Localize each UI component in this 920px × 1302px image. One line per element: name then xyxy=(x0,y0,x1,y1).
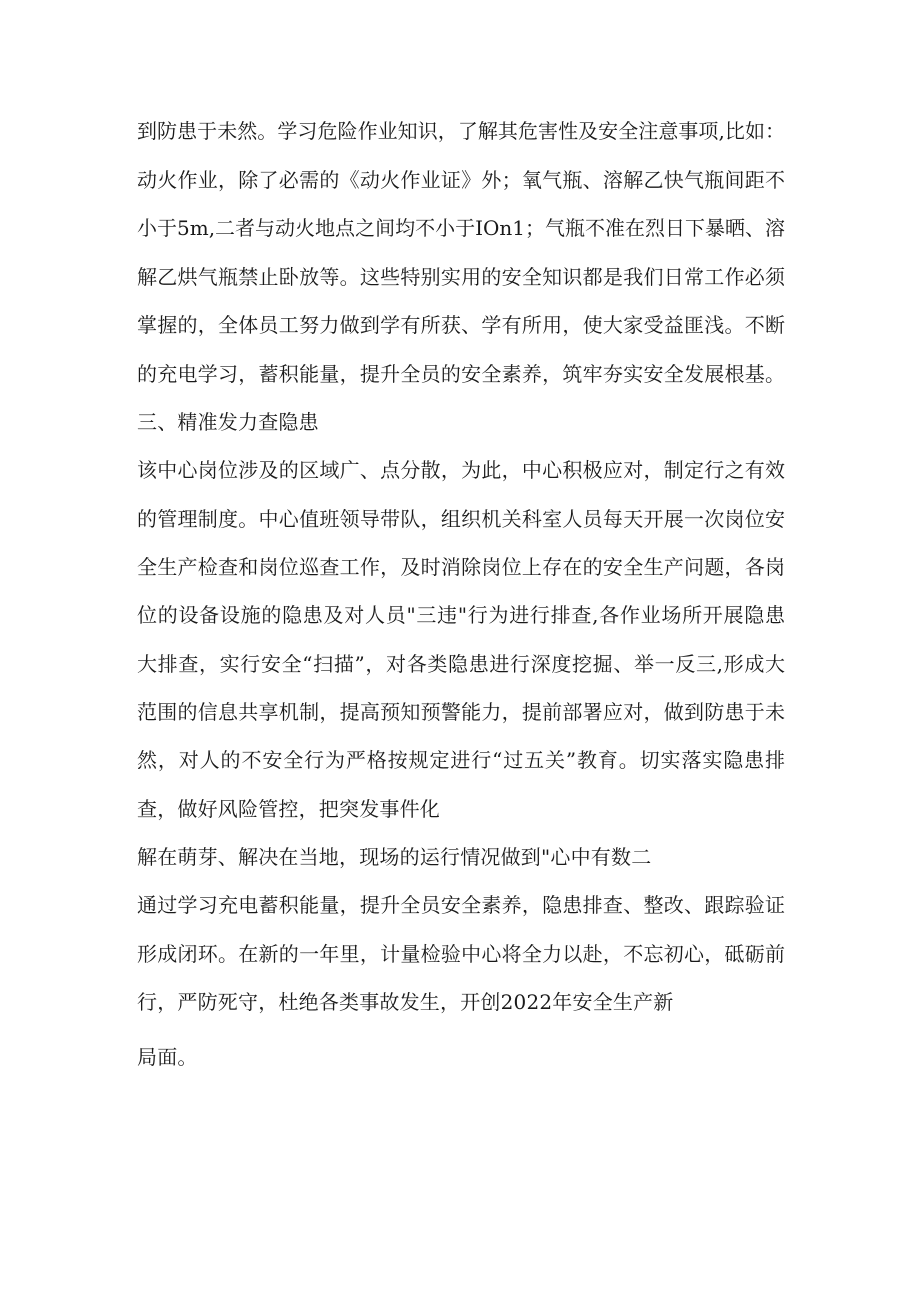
paragraph-line: 该中心岗位涉及的区域广、点分散，为此，中心积极应对，制定行之有效 xyxy=(137,458,785,482)
paragraph-line: 的充电学习，蓄积能量，提升全员的安全素养，筑牢夯实安全发展根基。 xyxy=(137,362,785,386)
paragraph-line: 通过学习充电蓄积能量，提升全员安全素养，隐患排查、整改、跟踪验证 xyxy=(137,893,785,917)
paragraph-line: 小于5m,二者与动火地点之间均不小于IOn1；气瓶不准在烈日下暴晒、溶 xyxy=(137,216,785,240)
paragraph-line: 掌握的，全体员工努力做到学有所获、学有所用，使大家受益匪浅。不断 xyxy=(137,313,785,337)
paragraph-line: 然，对人的不安全行为严格按规定进行“过五关”教育。切实落实隐患排 xyxy=(137,748,785,772)
paragraph-line: 大排查，实行安全“扫描”，对各类隐患进行深度挖掘、举一反三,形成大 xyxy=(137,652,785,676)
paragraph-line: 动火作业，除了必需的《动火作业证》外；氧气瓶、溶解乙快气瓶间距不 xyxy=(137,168,785,192)
paragraph-line: 解在萌芽、解决在当地，现场的运行情况做到"心中有数二 xyxy=(137,845,652,869)
paragraph-line: 全生产检查和岗位巡查工作，及时消除岗位上存在的安全生产问题，各岗 xyxy=(137,555,785,579)
paragraph-line: 解乙烘气瓶禁止卧放等。这些特别实用的安全知识都是我们日常工作必须 xyxy=(137,265,785,289)
paragraph-line: 查，做好风险管控，把突发事件化 xyxy=(137,797,440,821)
section-heading: 三、精准发力查隐患 xyxy=(137,410,319,434)
paragraph-line: 位的设备设施的隐患及对人员"三违"行为进行排查,各作业场所开展隐患 xyxy=(137,603,785,627)
paragraph-line: 形成闭环。在新的一年里，计量检验中心将全力以赴，不忘初心，砥砺前 xyxy=(137,942,785,966)
paragraph-line: 局面。 xyxy=(137,1045,198,1069)
paragraph-line: 范围的信息共享机制，提高预知预警能力，提前部署应对，做到防患于未 xyxy=(137,700,785,724)
paragraph-line: 的管理制度。中心值班领导带队，组织机关科室人员每天开展一次岗位安 xyxy=(137,507,785,531)
paragraph-line: 到防患于未然。学习危险作业知识，了解其危害性及安全注意事项,比如： xyxy=(137,119,785,143)
paragraph-line: 行，严防死守，杜绝各类事故发生，开创2022年安全生产新 xyxy=(137,990,674,1014)
